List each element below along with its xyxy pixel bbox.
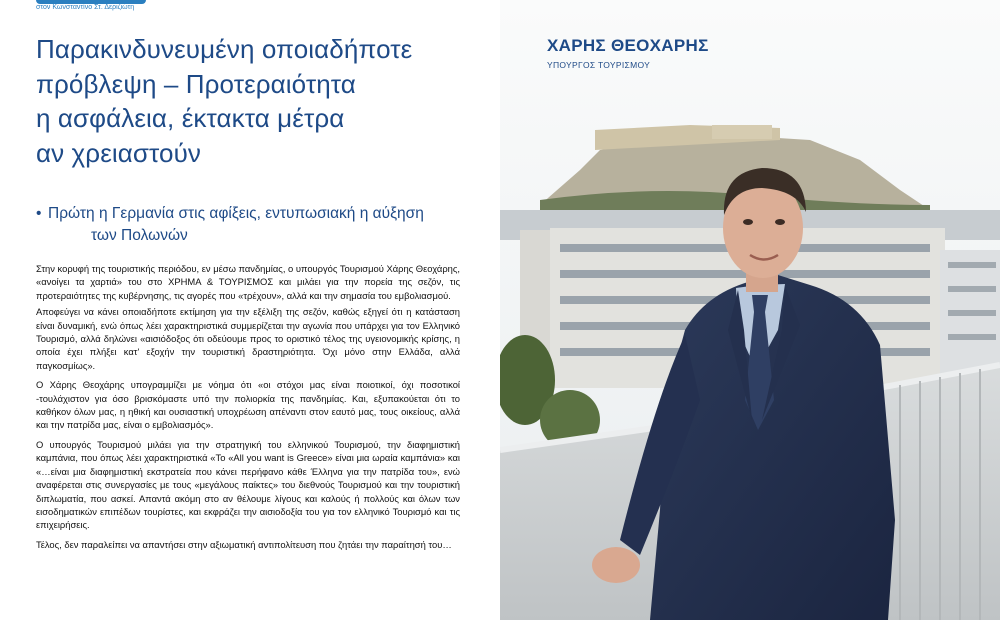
article-headline: [36, 32, 486, 170]
portrait-illustration: [500, 0, 1000, 620]
headline-line: Παρακινδυνευμένη οποιαδήποτε: [36, 34, 413, 64]
subheadline-line: των Πολωνών: [91, 226, 188, 244]
body-paragraph: Στην κορυφή της τουριστικής περιόδου, εν μέσω πανδημίας, ο υπουργός Τουρισμού Χάρης Θεοχάρης, «ανοίγει τα χαρτιά» του στο ΧΡΗΜΑ & ΤΟΥΡΙΣΜΟΣ και μιλάει για την πορεία της σεζόν, τις προτεραιότητες της κυβέρνησης, τις αγορές που «τρέχουν», αλλά και την σημασία του εμβολιασμού.: [36, 263, 460, 301]
headline-line: αν χρειαστούν: [36, 137, 202, 168]
subheadline-text: [36, 203, 476, 246]
headline-line: η ασφάλεια, έκτακτα μέτρα: [36, 103, 345, 134]
subheadline: [36, 203, 476, 246]
masthead-subtitle: στον Κωνσταντίνο Στ. Δεριζιώτη: [36, 4, 135, 11]
interviewee-role: ΥΠΟΥΡΓΟΣ ΤΟΥΡΙΣΜΟΥ: [547, 60, 651, 70]
body-paragraph: Ο Χάρης Θεοχάρης υπογραμμίζει με νόημα ότι «οι στόχοι μας είναι ποιοτικοί, όχι ποσοτικοί -τουλάχιστον για όσο βρισκόμαστε υπό την πολιορκία της πανδημίας. Και, εξυπακούεται ότι το καθήκον όλων μας, η ηθική και ουσιαστική υποχρέωση απέναντι στον εαυτό μας, τους οικείους, αλλά και την πατρίδα μας, είναι ο εμβολιασμός».: [36, 379, 460, 431]
body-paragraph: Τέλος, δεν παραλείπει να απαντήσει στην αξιωματική αντιπολίτευση που ζητάει την παραίτησή του…: [36, 538, 452, 550]
interviewee-name: ΧΑΡΗΣ ΘΕΟΧΑΡΗΣ: [547, 36, 709, 55]
body-paragraph: Αποφεύγει να κάνει οποιαδήποτε εκτίμηση για την εξέλιξη της σεζόν, καθώς εξηγεί ότι η κατάσταση είναι δυναμική, ενώ όπως λέει χαρακτηριστικά συμμερίζεται την αγωνία που υπάρχει για τον Ελληνικό Τουρισμό, αλλά δηλώνει «αισιόδοξος ότι οδεύουμε προς το οριστικό τέλος της υγειονομικής κρίσης, η οποία έχει πλήξει κατ' εξοχήν την τουριστική δραστηριότητα. Όχι μόνο στην Ελλάδα, αλλά παγκοσμίως».: [36, 306, 460, 371]
subheadline-line: Πρώτη η Γερμανία στις αφίξεις, εντυπωσιακή η αύξηση: [48, 205, 424, 222]
headline-line: πρόβλεψη – Προτεραιότητα: [36, 68, 356, 99]
article-body: [36, 262, 460, 557]
body-paragraph: Ο υπουργός Τουρισμού μιλάει για την στρατηγική του ελληνικού Τουρισμού, την διαφημιστική καμπάνια, που όπως λέει χαρακτηριστικά «Το «All you want is Greece» είναι μια ωραία καμπάνια» και «…είναι μια διαφημιστική εκστρατεία που κάνει περήφανο κάθε Έλληνα για την πατρίδα του», ενώ αναφέρεται στις συνεργασίες με τους «μεγάλους παίκτες» του διεθνούς Τουρισμού και την τουριστική διπλωματία, που ασκεί. Απαντά ακόμη στο αν θέλουμε λίγους και καλούς ή πολλούς και όλων των εισοδηματικών επιπέδων τουρίστες, και εκφράζει την αισιοδοξία του για τον ελληνικό Τουρισμό και τις επιχειρήσεις.: [36, 438, 460, 531]
bullet-marker: •: [36, 205, 42, 222]
portrait-photo: [500, 0, 1000, 620]
